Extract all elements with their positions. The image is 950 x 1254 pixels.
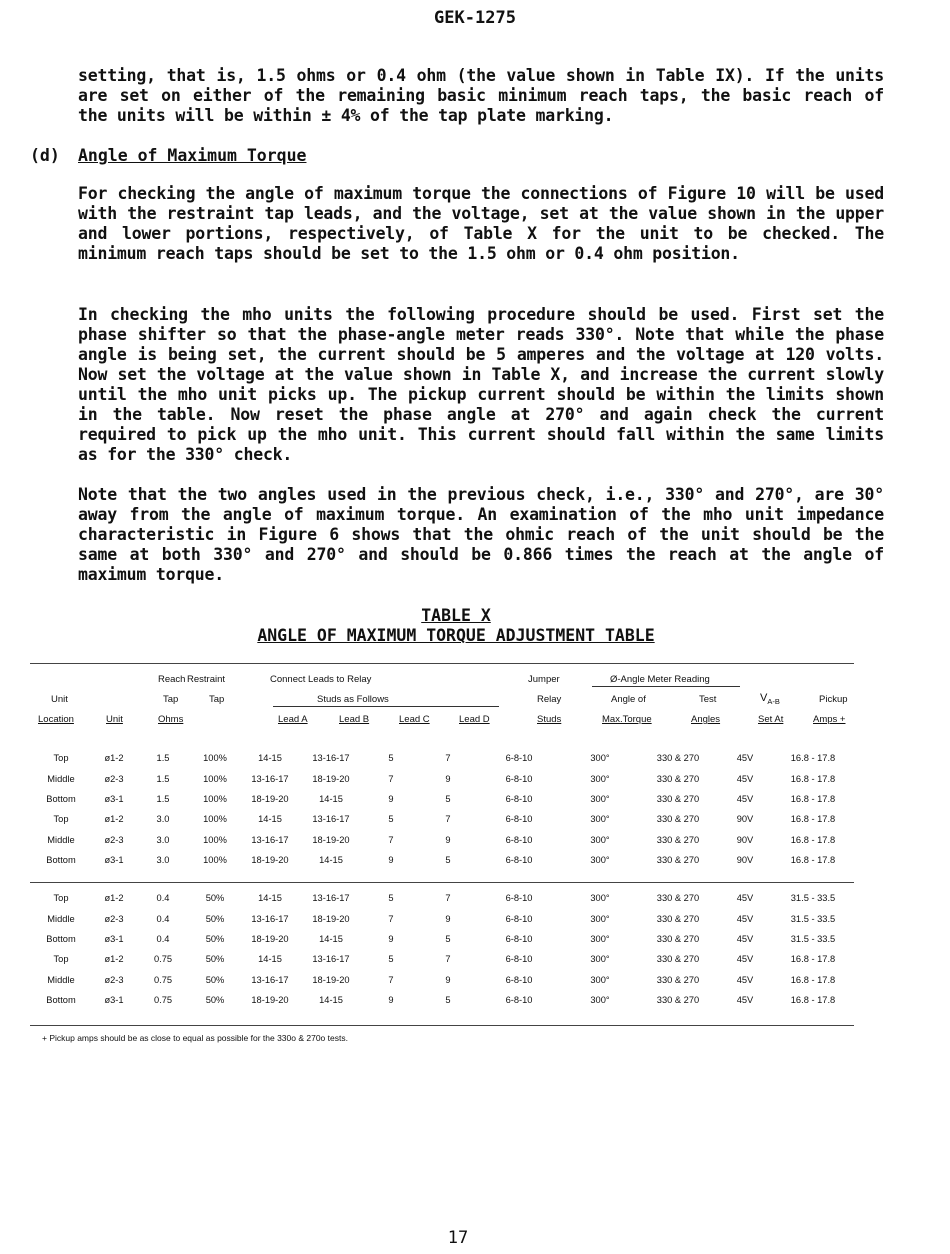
cell-unit: ø3-1	[104, 995, 124, 1006]
cell-pickup-amps: 16.8 - 17.8	[790, 974, 836, 985]
cell-max-torque-angle: 300°	[590, 954, 610, 965]
cell-lead-c: 7	[388, 834, 394, 845]
table-row	[30, 908, 854, 928]
cell-lead-a: 14-15	[258, 893, 282, 904]
header-angle-meter: Ø-Angle Meter Reading	[610, 674, 710, 685]
table-row	[30, 809, 854, 829]
cell-pickup-amps: 31.5 - 33.5	[790, 933, 836, 944]
header-unit-phase: Unit	[106, 714, 123, 725]
cell-jumper-studs: 6-8-10	[505, 933, 533, 944]
cell-unit: ø2-3	[104, 913, 124, 924]
cell-lead-c: 9	[388, 995, 394, 1006]
cell-vab-set: 45V	[736, 954, 754, 965]
section-number: (d)	[30, 146, 60, 165]
cell-lead-a: 14-15	[258, 753, 282, 764]
cell-lead-b: 13-16-17	[312, 753, 350, 764]
cell-lead-c: 7	[388, 773, 394, 784]
table-bottom-rule	[30, 1025, 854, 1026]
header-lead-b: Lead B	[339, 714, 370, 725]
cell-reach-ohms: 0.4	[156, 893, 170, 904]
header-vab: $V_{A-B}$	[760, 692, 780, 707]
cell-lead-a: 13-16-17	[251, 834, 289, 845]
cell-unit: ø2-3	[104, 834, 124, 845]
cell-vab-set: 90V	[736, 855, 754, 866]
cell-reach-ohms: 3.0	[156, 834, 170, 845]
header-lead-a: Lead A	[278, 714, 308, 725]
header-lead-c: Lead C	[399, 714, 430, 725]
header-restraint: Restraint	[187, 674, 226, 685]
cell-unit: ø3-1	[104, 933, 124, 944]
cell-restraint-tap: 100%	[203, 793, 227, 804]
cell-lead-d: 7	[445, 893, 451, 904]
header-studs-as-follows: Studs as Follows	[317, 694, 389, 705]
cell-reach-ohms: 0.4	[156, 933, 170, 944]
cell-lead-b: 13-16-17	[312, 954, 350, 965]
header-ohms: Ohms	[158, 714, 184, 725]
cell-lead-a: 14-15	[258, 814, 282, 825]
cell-vab-set: 45V	[736, 974, 754, 985]
cell-unit: ø2-3	[104, 974, 124, 985]
table-row	[30, 830, 854, 850]
cell-location: Middle	[47, 773, 75, 784]
header-test: Test	[699, 694, 717, 705]
cell-lead-d: 5	[445, 995, 451, 1006]
cell-restraint-tap: 100%	[203, 753, 227, 764]
table-row	[30, 990, 854, 1010]
cell-test-angles: 330 & 270	[656, 834, 700, 845]
cell-jumper-studs: 6-8-10	[505, 855, 533, 866]
cell-test-angles: 330 & 270	[656, 793, 700, 804]
table-number: TABLE X	[421, 606, 491, 625]
cell-max-torque-angle: 300°	[590, 814, 610, 825]
cell-jumper-studs: 6-8-10	[505, 913, 533, 924]
header-studs: Studs	[537, 714, 562, 725]
cell-test-angles: 330 & 270	[656, 773, 700, 784]
cell-lead-a: 13-16-17	[251, 773, 289, 784]
cell-lead-b: 18-19-20	[312, 974, 350, 985]
cell-restraint-tap: 50%	[205, 974, 225, 985]
cell-unit: ø1-2	[104, 954, 124, 965]
header-reach: Reach	[158, 674, 186, 685]
cell-max-torque-angle: 300°	[590, 753, 610, 764]
cell-jumper-studs: 6-8-10	[505, 753, 533, 764]
cell-location: Middle	[47, 913, 75, 924]
cell-pickup-amps: 16.8 - 17.8	[790, 954, 836, 965]
header-connect-leads: Connect Leads to Relay	[270, 674, 372, 685]
cell-jumper-studs: 6-8-10	[505, 814, 533, 825]
cell-vab-set: 45V	[736, 995, 754, 1006]
cell-lead-b: 18-19-20	[312, 913, 350, 924]
table-top-rule	[30, 663, 854, 664]
table-row	[30, 789, 854, 809]
table-row	[30, 970, 854, 990]
cell-max-torque-angle: 300°	[590, 995, 610, 1006]
cell-reach-ohms: 1.5	[156, 793, 170, 804]
cell-lead-c: 5	[388, 753, 394, 764]
cell-lead-a: 13-16-17	[251, 974, 289, 985]
cell-jumper-studs: 6-8-10	[505, 954, 533, 965]
cell-test-angles: 330 & 270	[656, 933, 700, 944]
cell-lead-d: 7	[445, 753, 451, 764]
cell-restraint-tap: 50%	[205, 933, 225, 944]
cell-lead-a: 18-19-20	[251, 855, 289, 866]
cell-lead-c: 5	[388, 954, 394, 965]
header-tap-restraint: Tap	[209, 694, 225, 705]
cell-lead-d: 5	[445, 855, 451, 866]
cell-test-angles: 330 & 270	[656, 995, 700, 1006]
cell-pickup-amps: 31.5 - 33.5	[790, 913, 836, 924]
header-jumper: Jumper	[528, 674, 560, 685]
cell-reach-ohms: 1.5	[156, 753, 170, 764]
cell-vab-set: 90V	[736, 834, 754, 845]
cell-lead-d: 7	[445, 954, 451, 965]
cell-vab-set: 45V	[736, 893, 754, 904]
paragraph-basic-reach: setting, that is, 1.5 ohms or 0.4 ohm (the value shown in Table IX). If the units are set on either of the remaining basic minimum reach taps, the basic reach of the units will be within ± 4% of the tap plate marking.	[78, 66, 884, 125]
cell-location: Bottom	[46, 933, 76, 944]
cell-lead-c: 9	[388, 933, 394, 944]
header-set-at: Set At	[758, 714, 784, 725]
cell-max-torque-angle: 300°	[590, 913, 610, 924]
cell-unit: ø3-1	[104, 855, 124, 866]
cell-lead-c: 9	[388, 855, 394, 866]
table-row	[30, 850, 854, 870]
page-number: 17	[447, 1228, 469, 1248]
cell-location: Top	[53, 814, 69, 825]
cell-jumper-studs: 6-8-10	[505, 793, 533, 804]
cell-lead-a: 14-15	[258, 954, 282, 965]
cell-pickup-amps: 16.8 - 17.8	[790, 753, 836, 764]
cell-lead-b: 13-16-17	[312, 814, 350, 825]
section-heading	[30, 146, 306, 165]
cell-unit: ø3-1	[104, 793, 124, 804]
cell-restraint-tap: 50%	[205, 954, 225, 965]
table-header	[30, 674, 854, 726]
paragraph-procedure: In checking the mho units the following procedure should be used. First set the phase shifter so that the phase-angle meter reads 330°. Note that while the phase angle is being set, the current should be 5 amperes and the voltage at 120 volts. Now set the voltage at the value shown in Table X, and increase the current slowly until the mho unit picks up. The pickup current should be within the limits shown in the table. Now reset the phase angle at 270° and again check the current required to pick up the mho unit. This current should fall within the same limits as for the 330° check.	[78, 305, 884, 464]
header-max-torque: Max.Torque	[602, 714, 652, 725]
header-angle-of: Angle of	[611, 694, 646, 705]
header-angles: Angles	[691, 714, 721, 725]
cell-lead-c: 5	[388, 814, 394, 825]
document-id: GEK-1275	[434, 8, 516, 28]
cell-reach-ohms: 1.5	[156, 773, 170, 784]
cell-lead-b: 14-15	[319, 855, 343, 866]
cell-lead-a: 13-16-17	[251, 913, 289, 924]
cell-lead-a: 18-19-20	[251, 995, 289, 1006]
cell-max-torque-angle: 300°	[590, 773, 610, 784]
cell-vab-set: 45V	[736, 933, 754, 944]
table-footnote: + Pickup amps should be as close to equal as possible for the 330o & 270o tests.	[42, 1033, 348, 1043]
cell-lead-c: 7	[388, 913, 394, 924]
table-row	[30, 748, 854, 768]
header-tap: Tap	[163, 694, 179, 705]
table-group-1	[30, 748, 854, 870]
cell-pickup-amps: 16.8 - 17.8	[790, 793, 836, 804]
cell-unit: ø1-2	[104, 753, 124, 764]
cell-test-angles: 330 & 270	[656, 913, 700, 924]
cell-test-angles: 330 & 270	[656, 974, 700, 985]
cell-pickup-amps: 16.8 - 17.8	[790, 995, 836, 1006]
cell-unit: ø1-2	[104, 893, 124, 904]
cell-vab-set: 45V	[736, 753, 754, 764]
cell-restraint-tap: 100%	[203, 855, 227, 866]
cell-location: Bottom	[46, 855, 76, 866]
cell-max-torque-angle: 300°	[590, 933, 610, 944]
cell-reach-ohms: 0.75	[153, 995, 173, 1006]
cell-lead-d: 9	[445, 773, 451, 784]
cell-test-angles: 330 & 270	[656, 893, 700, 904]
cell-pickup-amps: 16.8 - 17.8	[790, 855, 836, 866]
table-title	[0, 606, 912, 646]
table-group-2	[30, 888, 854, 1010]
paragraph-note-angles: Note that the two angles used in the previous check, i.e., 330° and 270°, are 30° away from the angle of maximum torque. An examination of the mho unit impedance characteristic in Figure 6 shows that the ohmic reach of the unit should be the same at both 330° and 270° and should be 0.866 times the reach at the angle of maximum torque.	[78, 485, 884, 584]
cell-lead-a: 18-19-20	[251, 933, 289, 944]
cell-lead-b: 14-15	[319, 995, 343, 1006]
header-relay: Relay	[537, 694, 562, 705]
cell-reach-ohms: 0.75	[153, 954, 173, 965]
cell-jumper-studs: 6-8-10	[505, 893, 533, 904]
cell-test-angles: 330 & 270	[656, 753, 700, 764]
cell-restraint-tap: 50%	[205, 893, 225, 904]
cell-max-torque-angle: 300°	[590, 834, 610, 845]
cell-location: Top	[53, 954, 69, 965]
cell-jumper-studs: 6-8-10	[505, 834, 533, 845]
cell-restraint-tap: 50%	[205, 913, 225, 924]
header-amps: Amps +	[813, 714, 846, 725]
cell-vab-set: 90V	[736, 814, 754, 825]
table-row	[30, 949, 854, 969]
cell-reach-ohms: 3.0	[156, 814, 170, 825]
cell-location: Top	[53, 753, 69, 764]
cell-restraint-tap: 100%	[203, 834, 227, 845]
cell-max-torque-angle: 300°	[590, 793, 610, 804]
cell-location: Middle	[47, 974, 75, 985]
cell-pickup-amps: 16.8 - 17.8	[790, 814, 836, 825]
cell-location: Bottom	[46, 793, 76, 804]
cell-max-torque-angle: 300°	[590, 855, 610, 866]
cell-test-angles: 330 & 270	[656, 954, 700, 965]
cell-restraint-tap: 50%	[205, 995, 225, 1006]
cell-lead-c: 9	[388, 793, 394, 804]
cell-restraint-tap: 100%	[203, 773, 227, 784]
cell-lead-d: 9	[445, 913, 451, 924]
table-group-rule	[30, 882, 854, 883]
section-title: Angle of Maximum Torque	[78, 146, 307, 165]
table-row	[30, 888, 854, 908]
cell-location: Bottom	[46, 995, 76, 1006]
table-row	[30, 768, 854, 788]
cell-lead-d: 9	[445, 974, 451, 985]
cell-max-torque-angle: 300°	[590, 893, 610, 904]
cell-reach-ohms: 0.75	[153, 974, 173, 985]
cell-reach-ohms: 0.4	[156, 913, 170, 924]
cell-reach-ohms: 3.0	[156, 855, 170, 866]
table-caption: ANGLE OF MAXIMUM TORQUE ADJUSTMENT TABLE	[257, 626, 655, 645]
cell-location: Middle	[47, 834, 75, 845]
cell-lead-d: 7	[445, 814, 451, 825]
cell-pickup-amps: 31.5 - 33.5	[790, 893, 836, 904]
cell-max-torque-angle: 300°	[590, 974, 610, 985]
cell-vab-set: 45V	[736, 913, 754, 924]
cell-test-angles: 330 & 270	[656, 814, 700, 825]
cell-lead-b: 18-19-20	[312, 834, 350, 845]
cell-lead-d: 5	[445, 793, 451, 804]
cell-lead-a: 18-19-20	[251, 793, 289, 804]
cell-lead-d: 5	[445, 933, 451, 944]
cell-lead-d: 9	[445, 834, 451, 845]
paragraph-connections: For checking the angle of maximum torque the connections of Figure 10 will be used with the restraint tap leads, and the voltage, set at the value shown in the upper and lower portions, respectively, of Table X for the unit to be checked. The minimum reach taps should be set to the 1.5 ohm or 0.4 ohm position.	[78, 184, 884, 263]
header-lead-d: Lead D	[459, 714, 490, 725]
cell-jumper-studs: 6-8-10	[505, 995, 533, 1006]
cell-lead-b: 14-15	[319, 793, 343, 804]
header-location: Location	[38, 714, 74, 725]
cell-jumper-studs: 6-8-10	[505, 773, 533, 784]
cell-pickup-amps: 16.8 - 17.8	[790, 834, 836, 845]
cell-lead-b: 14-15	[319, 933, 343, 944]
cell-lead-b: 13-16-17	[312, 893, 350, 904]
cell-lead-b: 18-19-20	[312, 773, 350, 784]
cell-location: Top	[53, 893, 69, 904]
cell-vab-set: 45V	[736, 773, 754, 784]
cell-restraint-tap: 100%	[203, 814, 227, 825]
cell-vab-set: 45V	[736, 793, 754, 804]
cell-jumper-studs: 6-8-10	[505, 974, 533, 985]
cell-lead-c: 7	[388, 974, 394, 985]
cell-test-angles: 330 & 270	[656, 855, 700, 866]
cell-unit: ø2-3	[104, 773, 124, 784]
header-pickup: Pickup	[819, 694, 848, 705]
table-row	[30, 929, 854, 949]
cell-unit: ø1-2	[104, 814, 124, 825]
cell-lead-c: 5	[388, 893, 394, 904]
cell-pickup-amps: 16.8 - 17.8	[790, 773, 836, 784]
header-unit: Unit	[51, 694, 68, 705]
